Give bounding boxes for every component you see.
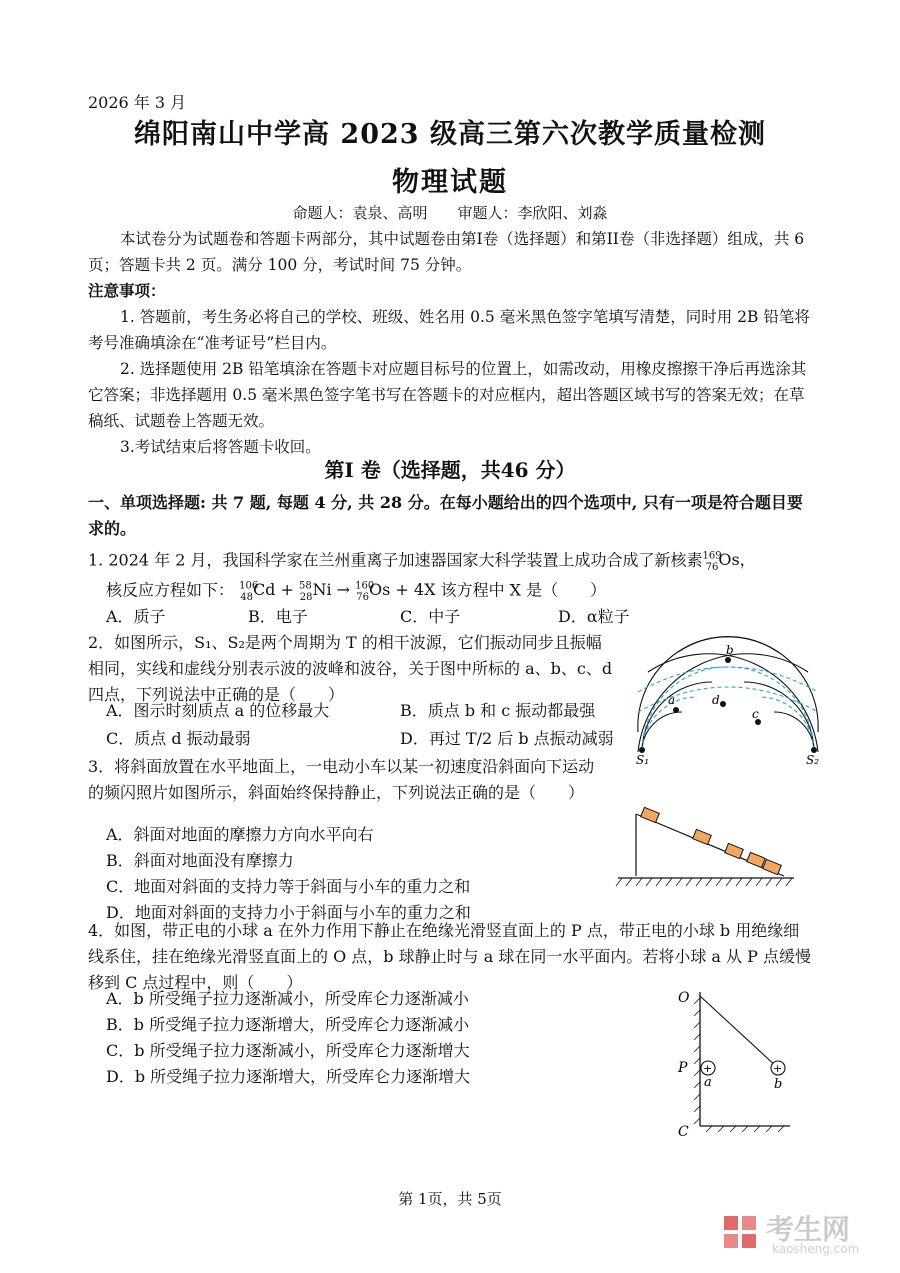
- q1-option-c: C．中子: [400, 607, 461, 626]
- q1-stem-c: 该方程中 X 是（ ）: [440, 580, 607, 600]
- q1-option-b: B．电子: [248, 607, 308, 626]
- q2-label-s2: S₂: [806, 753, 820, 766]
- question-1-line2: [106, 574, 831, 611]
- q1-nuclide: $^{169}_{76}$Os，: [702, 550, 756, 573]
- q2-label-a: a: [668, 693, 676, 707]
- exam-date: 2026 年 3 月: [88, 93, 187, 112]
- q4-option-a: A．b 所受绳子拉力逐渐减小，所受库仑力逐渐减小: [106, 989, 469, 1008]
- q2-label-s1: S₁: [636, 753, 650, 766]
- exam-authors: 命题人：袁泉、高明 审题人：李欣阳、刘淼: [292, 204, 608, 222]
- notice-item-3: 3.考试结束后将答题卡收回。: [120, 438, 321, 456]
- q4-option-c: C．b 所受绳子拉力逐渐减小，所受库仑力逐渐增大: [106, 1041, 470, 1060]
- q2-label-c: c: [752, 707, 759, 721]
- notice-item-2: 2. 选择题使用 2B 铅笔填涂在答题卡对应题目标号的位置上，如需改动，用橡皮擦擦干净后再选涂其它答案；非选择题用 0.5 毫米黑色签字笔书写在答题卡的对应框内，超出答题区域书写的答案无效；在草稿纸、试题卷上答题无效。: [88, 360, 807, 430]
- question-2-stem: 2．如图所示，S₁、S₂是两个周期为 T 的相干波源，它们振动同步且振幅相同，实线和虚线分别表示波的波峰和波谷，关于图中所标的 a、b、c、d 四点，下列说法中正确的是（ ）: [88, 633, 613, 704]
- watermark-text: 考生网: [766, 1213, 851, 1246]
- q3-option-a: A．斜面对地面的摩擦力方向水平向右: [106, 825, 374, 844]
- q2-option-a: A．图示时刻质点 a 的位移最大: [106, 701, 330, 720]
- page-footer: 第 1页，共 5页: [398, 1190, 502, 1208]
- notice-item-1: 1. 答题前，考生务必将自己的学校、班级、姓名用 0.5 毫米黑色签字笔填写清楚，同时用 2B 铅笔将考号准确填涂在“准考证号”栏目内。: [88, 308, 810, 352]
- q1-option-d: D．α粒子: [558, 607, 630, 626]
- intro-paragraph: 本试卷分为试题卷和答题卡两部分，其中试题卷由第I卷（选择题）和第II卷（非选择题）组成，共 6 页；答题卡共 2 页。满分 100 分，考试时间 75 分钟。: [88, 230, 805, 274]
- q4-label-b: b: [774, 1077, 783, 1092]
- watermark-subtext: kaosheng.com: [772, 1242, 860, 1256]
- q3-option-d: D．地面对斜面的支持力小于斜面与小车的重力之和: [106, 903, 471, 922]
- section-title: 第I 卷（选择题，共46 分）: [324, 458, 576, 482]
- exam-subject: 物理试题: [392, 167, 508, 198]
- interference-diagram: [628, 632, 828, 766]
- q2-label-b: b: [726, 643, 734, 657]
- q2-option-c: C．质点 d 振动最弱: [106, 729, 251, 748]
- q2-option-d: D．再过 T/2 后 b 点振动减弱: [400, 729, 614, 748]
- svg-text:+: +: [703, 1062, 713, 1075]
- q4-option-d: D．b 所受绳子拉力逐渐增大，所受库仑力逐渐增大: [106, 1067, 471, 1086]
- question-4-stem: 4．如图，带正电的小球 a 在外力作用下静止在绝缘光滑竖直面上的 P 点，带正电的小球 b 用绝缘细线系住，挂在绝缘光滑竖直面上的 O 点，b 球静止时与 a 球在同一水平面内。若将小球 a 从 P 点缓慢移到 C 点过程中，则（ ）: [88, 921, 811, 992]
- q4-label-P: P: [678, 1060, 688, 1076]
- q1-equation: $^{106}_{48}$Cd + $^{58}_{28}$Ni → $^{160}_{76}$Os + 4X: [239, 580, 441, 603]
- q4-option-b: B．b 所受绳子拉力逐渐增大，所受库仑力逐渐减小: [106, 1015, 470, 1034]
- q1-option-a: A．质子: [106, 607, 166, 626]
- incline-diagram: [612, 804, 802, 890]
- svg-text:+: +: [773, 1062, 783, 1075]
- notice-heading: 注意事项：: [88, 281, 166, 300]
- q3-option-c: C．地面对斜面的支持力等于斜面与小车的重力之和: [106, 877, 471, 896]
- question-3-stem: 3．将斜面放置在水平地面上，一电动小车以某一初速度沿斜面向下运动的频闪照片如图所示，斜面始终保持静止，下列说法正确的是（ ）: [88, 757, 595, 802]
- q2-label-d: d: [712, 693, 720, 707]
- watermark-logo: [720, 1208, 880, 1258]
- part-heading: 一、单项选择题: 共 7 题, 每题 4 分, 共 28 分。在每小题给出的四个选项中, 只有一项是符合题目要求的。: [88, 493, 803, 538]
- exam-title: 绵阳南山中学高 2023 级高三第六次教学质量检测: [134, 119, 766, 150]
- q1-stem-a: 1. 2024 年 2 月，我国科学家在兰州重离子加速器国家大科学装置上成功合成了新核素: [88, 550, 703, 570]
- watermark-icon: [720, 1212, 760, 1252]
- q2-option-b: B．质点 b 和 c 振动都最强: [400, 701, 596, 720]
- q4-label-C: C: [678, 1124, 689, 1140]
- q4-label-O: O: [678, 990, 690, 1006]
- q4-label-a: a: [704, 1075, 712, 1090]
- q1-stem-b: 核反应方程如下：: [106, 580, 235, 600]
- q3-option-b: B．斜面对地面没有摩擦力: [106, 851, 294, 870]
- charge-diagram: [670, 976, 820, 1142]
